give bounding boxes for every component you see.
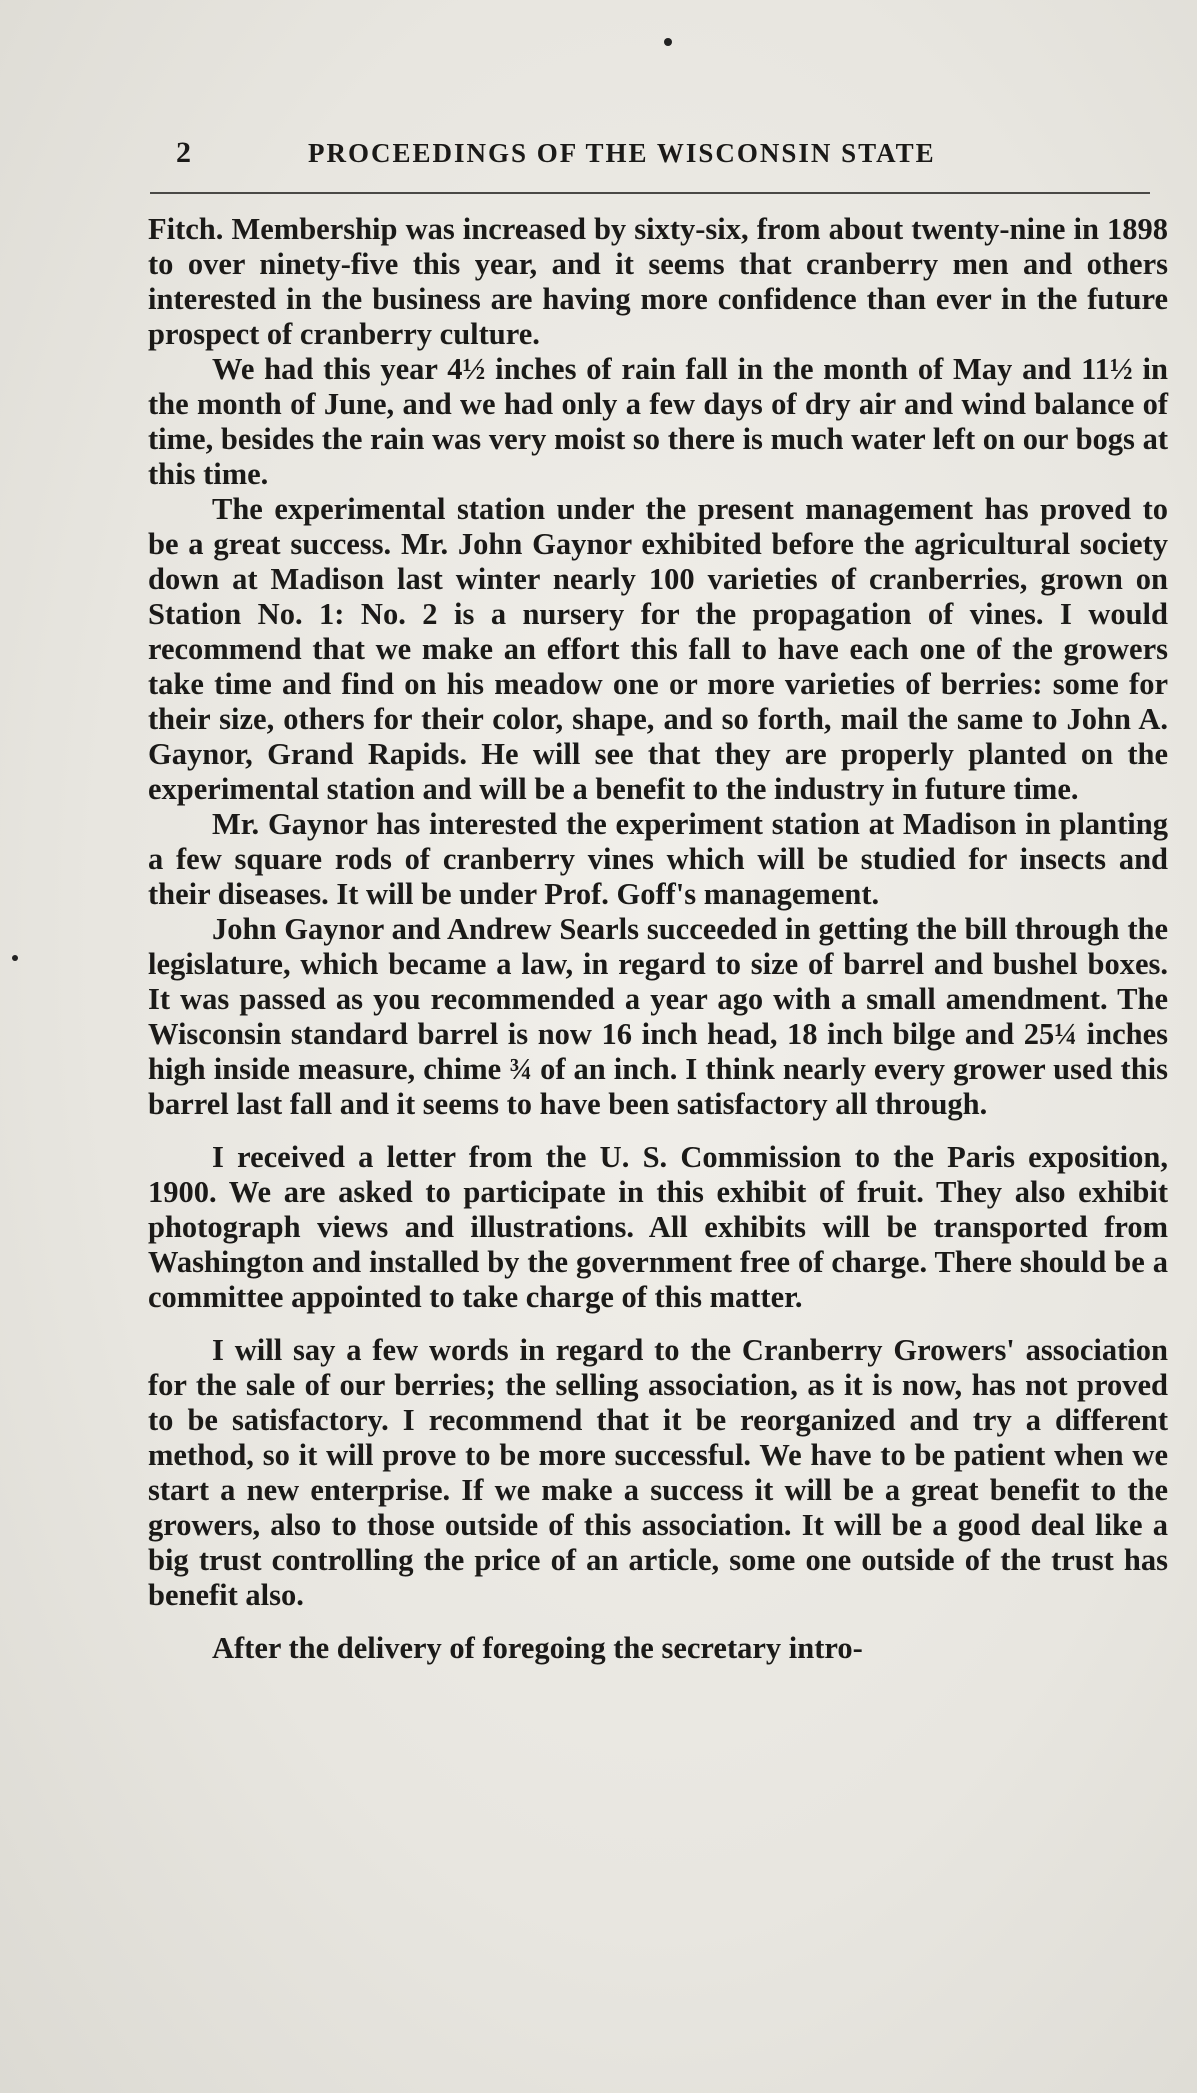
paragraph-madison-experiment: Mr. Gaynor has interested the experiment station at Madison in planting a few square rods of cranberry vines which will be studied for insects and their diseases. It will be under Prof. Goff's management. — [148, 807, 1168, 911]
ink-speck-top — [664, 38, 672, 46]
paragraph-rainfall: We had this year 4½ inches of rain fall in the month of May and 11½ in the month of June, and we had only a few days of dry air and wind balance of time, besides the rain was very moist so there is much water left on our bogs at this time. — [148, 352, 1168, 491]
running-title: PROCEEDINGS OF THE WISCONSIN STATE — [308, 138, 936, 168]
paragraph-secretary-intro: After the delivery of foregoing the secretary intro- — [212, 1631, 863, 1665]
paragraph-paris-exposition: I received a letter from the U. S. Commission to the Paris exposition, 1900. We are asked to participate in this exhibit of fruit. They also exhibit photograph views and illustrations. All exhibits will be transported from Washington and installed by the government free of charge. There should be a committee appointed to take charge of this matter. — [148, 1140, 1168, 1314]
running-head — [176, 136, 1036, 176]
paragraph-experimental-station: The experimental station under the present management has proved to be a great success. Mr. John Gaynor exhibited before the agricultural society down at Madison last winter nearly 100 varieties of cranberries, grown on Station No. 1: No. 2 is a nursery for the propagation of vines. I would recommend that we make an effort this fall to have each one of the growers take time and find on his meadow one or more varieties of berries: some for their size, others for their color, shape, and so forth, mail the same to John A. Gaynor, Grand Rapids. He will see that they are properly planted on the experimental station and will be a benefit to the industry in future time. — [148, 492, 1168, 806]
header-rule — [150, 192, 1150, 194]
page-number: 2 — [176, 136, 193, 169]
paragraph-growers-association: I will say a few words in regard to the Cranberry Growers' association for the sale of our berries; the selling association, as it is now, has not proved to be satisfactory. I recommend that it be reorganized and try a different method, so it will prove to be more successful. We have to be patient when we start a new enterprise. If we make a success it will be a great benefit to the growers, also to those outside of this association. It will be a good deal like a big trust controlling the price of an article, some one outside of the trust has benefit also. — [148, 1333, 1168, 1612]
body-text — [148, 212, 1168, 1666]
ink-speck-left — [12, 955, 18, 961]
paragraph-barrel-law: John Gaynor and Andrew Searls succeeded in getting the bill through the legislature, which became a law, in regard to size of barrel and bushel boxes. It was passed as you recommended a year ago with a small amendment. The Wisconsin standard barrel is now 16 inch head, 18 inch bilge and 25¼ inches high inside measure, chime ¾ of an inch. I think nearly every grower used this barrel last fall and it seems to have been satisfactory all through. — [148, 912, 1168, 1121]
paragraph-membership: Fitch. Membership was increased by sixty-six, from about twenty-nine in 1898 to over ninety-five this year, and it seems that cranberry men and others interested in the business are having more confidence than ever in the future prospect of cranberry culture. — [148, 212, 1168, 351]
